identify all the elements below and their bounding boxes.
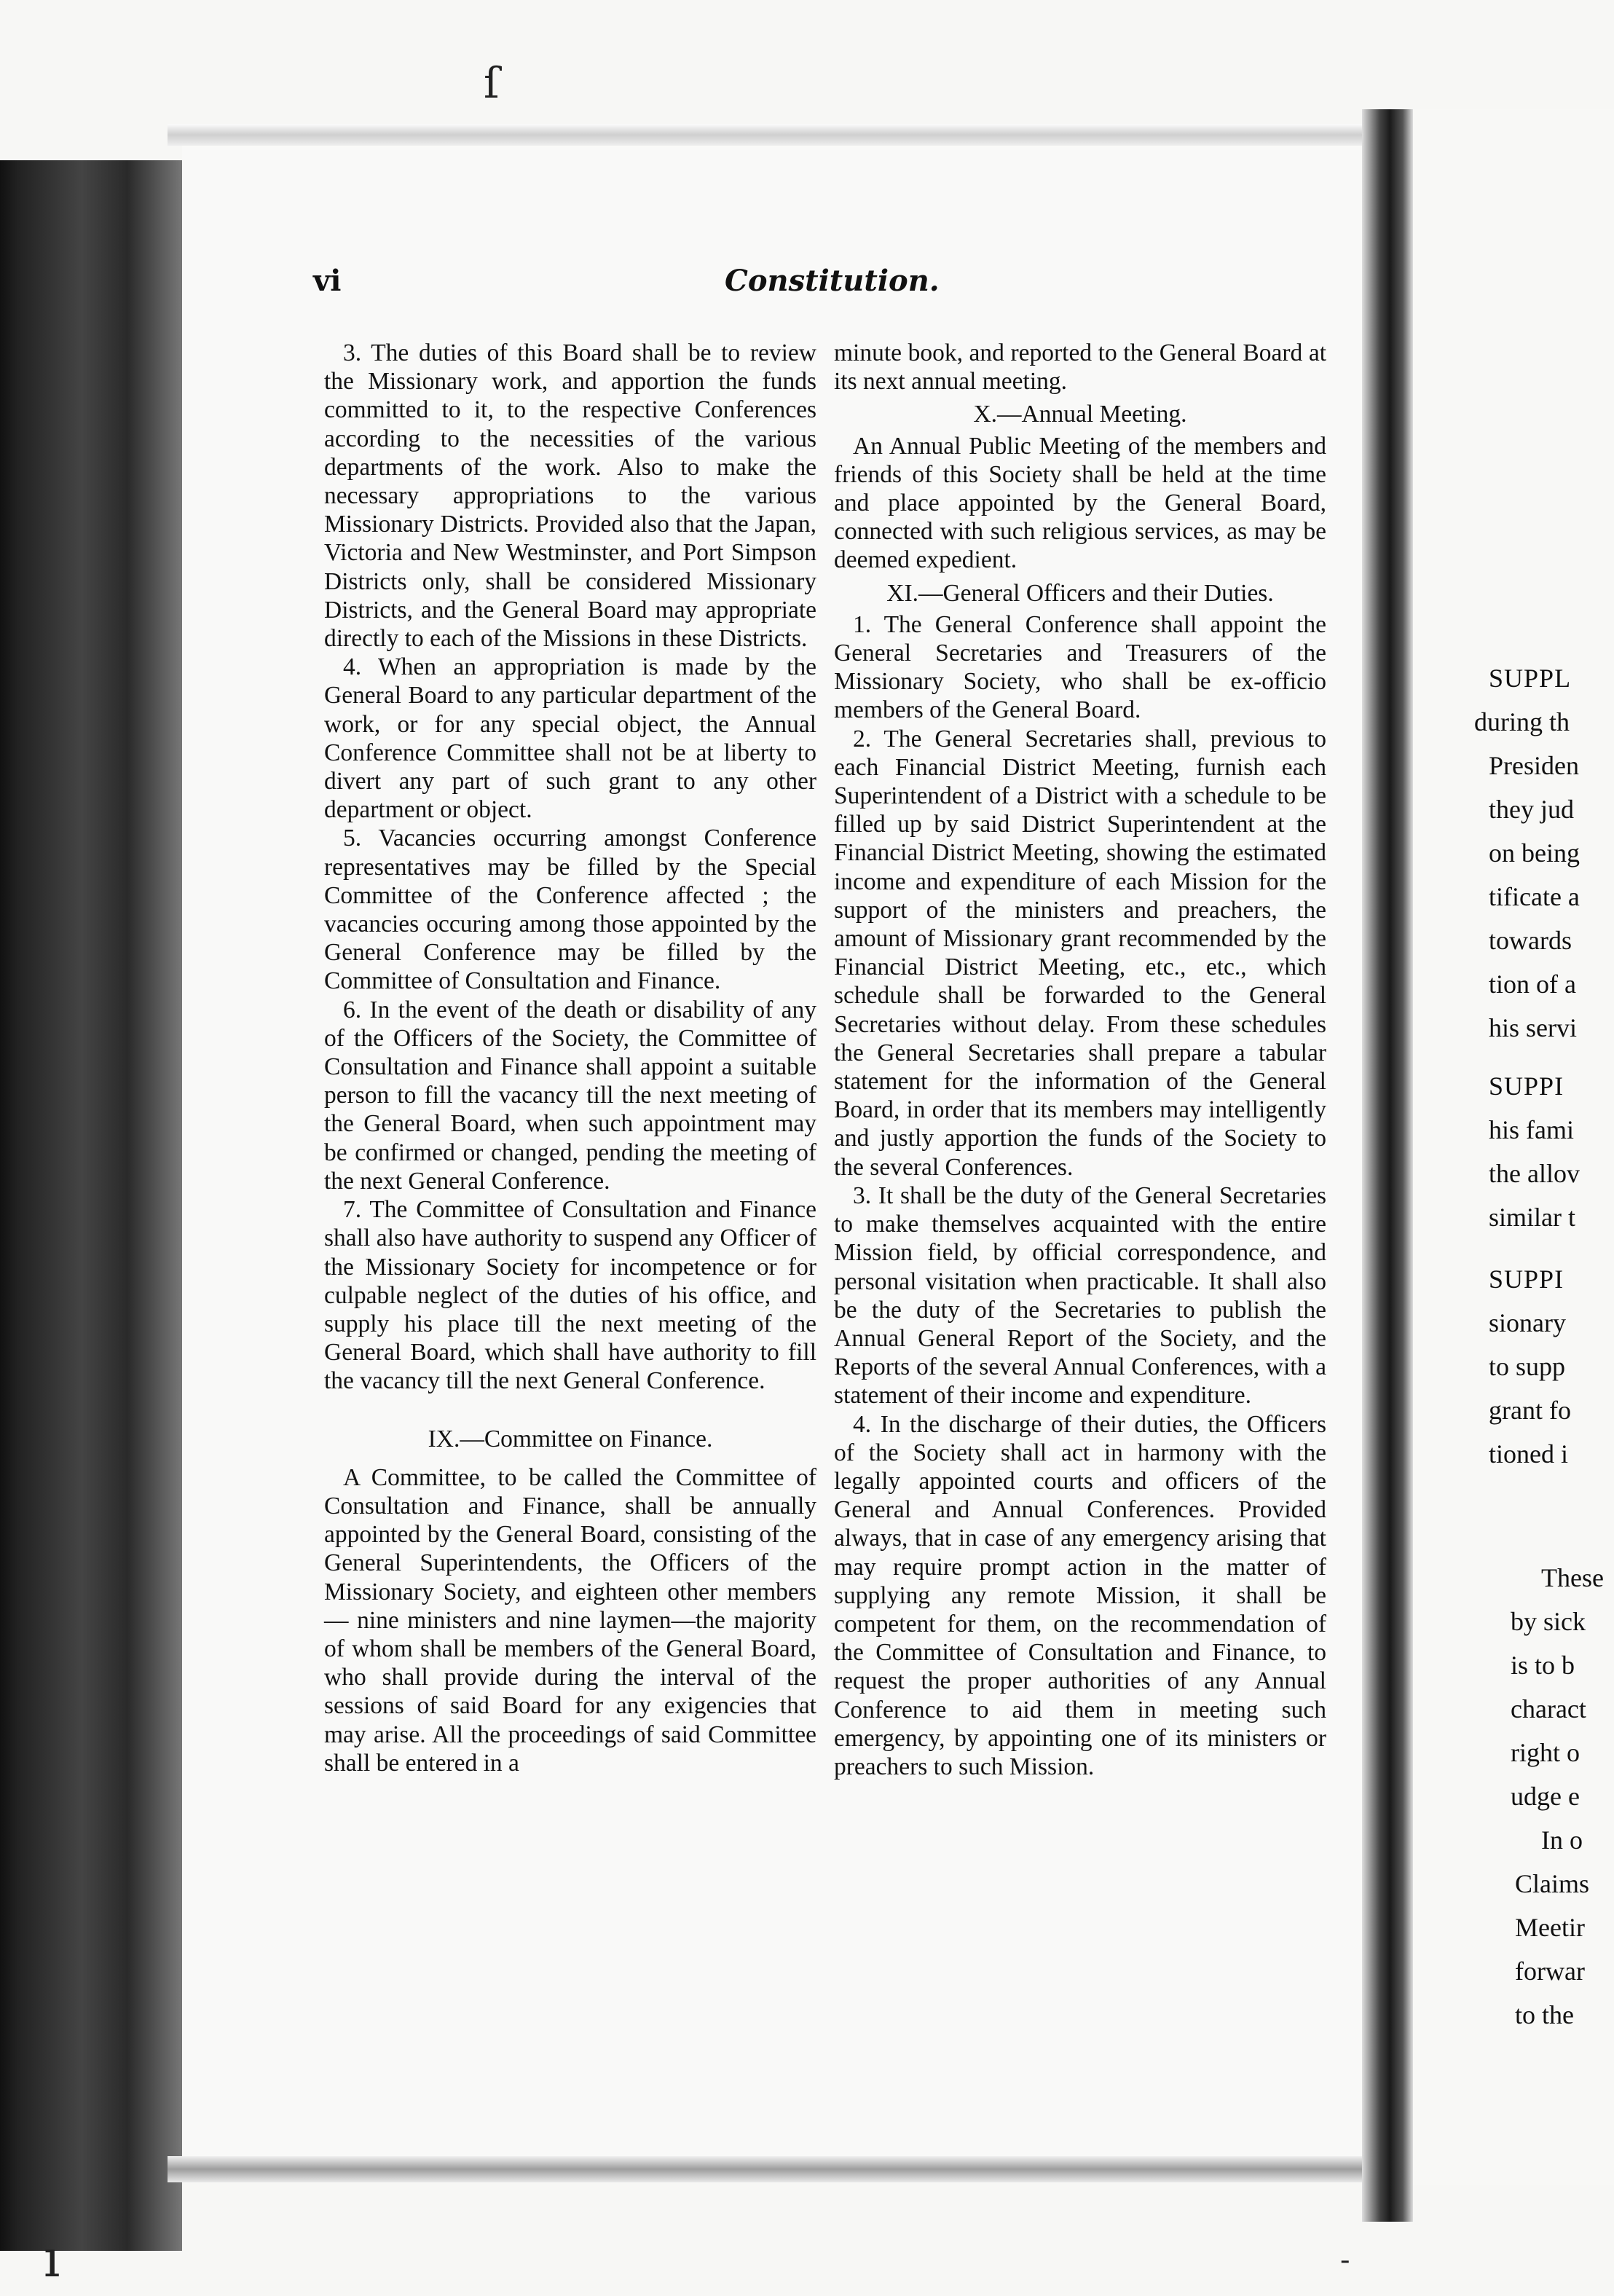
book-gutter [1362, 109, 1413, 2222]
fragment-line: to the [1515, 2000, 1574, 2029]
fragment-line: forwar [1515, 1957, 1585, 1986]
right-text-column [834, 339, 1326, 1781]
fragment-line: Presiden [1489, 751, 1579, 780]
page-bottom-edge [168, 2156, 1369, 2182]
fragment-line: his servi [1489, 1013, 1577, 1042]
paragraph-7: 7. The Committee of Consultation and Finance shall also have authority to suspend any Officer of the Missionary Society for incompetence or for culpable neglect of the duties of his office, and supply his place till the next meeting of the General Board, which shall have authority to fill the vacancy till the next General Conference. [324, 1196, 816, 1395]
fragment-line: Meetir [1515, 1913, 1585, 1942]
fragment-line: These [1541, 1563, 1604, 1592]
fragment-line: charact [1511, 1694, 1586, 1723]
fragment-line: to supp [1489, 1352, 1566, 1381]
fragment-line: right o [1511, 1738, 1580, 1767]
section-xi-paragraph-3: 3. It shall be the duty of the General Secretaries to make themselves acquainted with the entire Mission field, by official correspondence, and personal visitation when practicable. It shall also be the duty of the Secretaries to publish the Annual General Report of the Society, and the Reports of the several Annual Conferences, with a statement of their income and expenditure. [834, 1182, 1326, 1410]
section-xi-paragraph-4: 4. In the discharge of their duties, the Officers of the Society shall act in harmony with the legally appointed courts and officers of the General and Annual Conferences. Provided always, that in case of any emergency arising that may require prompt action in the matter of supplying any remote Mission, it shall be competent for them, on the recommendation of the Committee of Consultation and Finance, to request the proper authorities of any Annual Conference to aid them in meeting such emergency, by appointing one of its ministers or preachers to such Mission. [834, 1410, 1326, 1780]
page-top-edge [168, 124, 1369, 146]
scan-artifact-mark: ı [44, 2229, 60, 2289]
fragment-line: grant fo [1489, 1396, 1571, 1425]
fragment-line: tioned i [1489, 1439, 1568, 1469]
section-ix-text: A Committee, to be called the Committee of Consultation and Finance, shall be annually appointed by the General Board, consisting of the General Superintendents, the Officers of the Missionary Society, and eighteen other members — nine ministers and nine laymen—the majority of whom shall be members of the General Board, who shall provide during the interval of the sessions of said Board for any exigencies that may arise. All the proceedings of said Committee shall be entered in a [324, 1463, 816, 1777]
fragment-line: his fami [1489, 1115, 1574, 1144]
fragment-line: SUPPI [1489, 1265, 1564, 1294]
fragment-line: they jud [1489, 795, 1574, 824]
section-xi-heading: XI.—General Officers and their Duties. [886, 579, 1274, 607]
fragment-line: Claims [1515, 1869, 1590, 1898]
fragment-line: In o [1541, 1825, 1583, 1855]
running-head [313, 264, 1333, 307]
section-xi-paragraph-1: 1. The General Conference shall appoint the General Secretaries and Treasurers of the Missionary Society, who shall be ex-officio members of the General Board. [834, 610, 1326, 724]
fragment-line: during th [1474, 707, 1570, 736]
section-x-text: An Annual Public Meeting of the members and friends of this Society shall be held at the time and place appointed by the General Board, connected with such religious services, as may be deemed expedient. [834, 432, 1326, 574]
fragment-line: towards [1489, 926, 1572, 955]
paragraph-5: 5. Vacancies occurring amongst Conference representatives may be filled by the Special Committee of the Conference affected ; the vacancies occuring among those appointed by the General Conference may be filled by the Committee of Consultation and Finance. [324, 825, 816, 995]
running-title: Constitution. [725, 264, 940, 298]
fragment-line: by sick [1511, 1607, 1586, 1636]
fragment-line: tion of a [1489, 970, 1576, 999]
facing-page-text-fragments [1474, 0, 1614, 2296]
paragraph-3: 3. The duties of this Board shall be to review the Missionary work, and apportion the funds committed to it, to the respective Conferences according to the necessities of the various departments of the work. Also to make the necessary appropriations to the various Missionary Districts. Provided also that the Japan, Victoria and New Westminster, and Port Simpson Districts only, shall be considered Missionary Districts, and the General Board may appropriate directly to each of the Missions in these Districts. [324, 339, 816, 653]
section-x-heading: X.—Annual Meeting. [973, 401, 1187, 428]
fragment-line: the allov [1489, 1159, 1580, 1188]
fragment-line: on being [1489, 838, 1580, 868]
fragment-line: similar t [1489, 1203, 1575, 1232]
fragment-line: udge e [1511, 1782, 1580, 1811]
fragment-line: tificate a [1489, 882, 1580, 911]
fragment-line: is to b [1511, 1651, 1575, 1680]
fragment-line: sionary [1489, 1308, 1566, 1337]
section-xi-paragraph-2: 2. The General Secretaries shall, previous to each Financial District Meeting, furnish each Superintendent of a District with a schedule to be filled up by said District Superintendent at the Financial District Meeting, showing the estimated income and expenditure of each Mission for the support of the ministers and preachers, the amount of Missionary grant recommended by the Financial District Meeting, etc., etc., which schedule shall be forwarded to the General Secretaries without delay. From these schedules the General Secretaries shall prepare a tabular statement for the information of the General Board, in order that its members may intelligently and justly apportion the funds of the Society to the several Conferences. [834, 725, 1326, 1181]
fragment-line: SUPPL [1489, 664, 1572, 693]
book-binding-edge [0, 160, 182, 2251]
section-ix-heading: IX.—Committee on Finance. [428, 1425, 713, 1452]
scan-artifact-mark: ſ [484, 58, 500, 108]
fragment-line: SUPPI [1489, 1072, 1564, 1101]
paragraph-6: 6. In the event of the death or disability of any of the Officers of the Society, the Committee of Consultation and Finance shall appoint a suitable person to fill the vacancy till the next meeting of the General Board, when such appointment may be confirmed or changed, pending the meeting of the next General Conference. [324, 996, 816, 1195]
page-number: vi [313, 264, 342, 298]
scan-artifact-mark: - [1340, 2244, 1350, 2277]
paragraph-4: 4. When an appropriation is made by the General Board to any particular department of the work, or for any special object, the Annual Conference Committee shall not be at liberty to divert any part of such grant to any other department or object. [324, 653, 816, 824]
left-text-column [324, 339, 816, 1777]
continuation-text: minute book, and reported to the General Board at its next annual meeting. [834, 339, 1326, 396]
